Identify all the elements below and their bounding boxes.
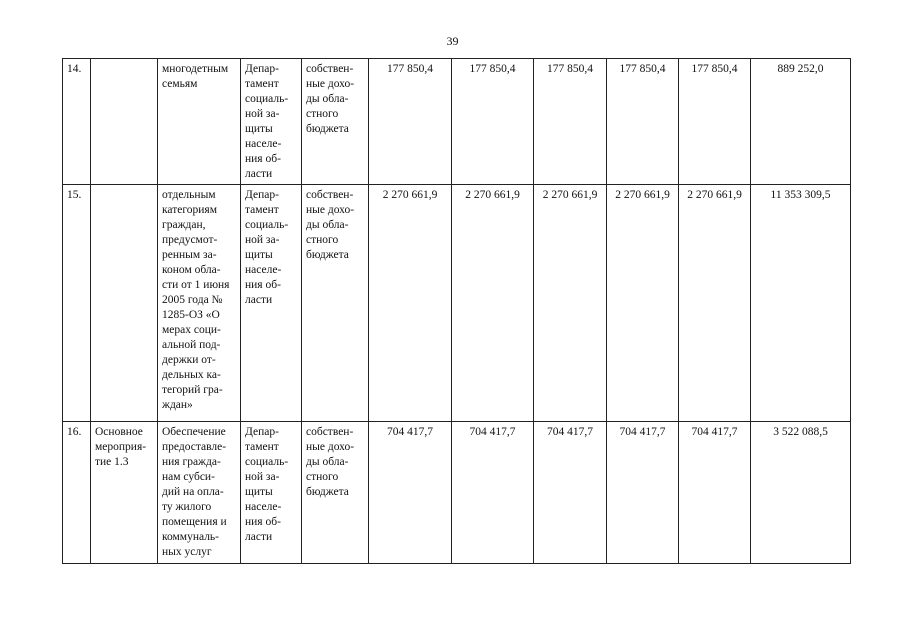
budget-table: [62, 58, 851, 564]
funding-source-cell: собствен- ные дохо- ды обла- стного бюджета: [302, 185, 369, 422]
event-cell: [91, 185, 158, 422]
value-cell: 704 417,7: [679, 422, 751, 564]
funding-source-cell: собствен- ные дохо- ды обла- стного бюджета: [302, 422, 369, 564]
table-row: [63, 185, 851, 422]
executor-cell: Депар- тамент социаль- ной за- щиты населе- ния об- ласти: [241, 185, 302, 422]
row-number: 14.: [63, 59, 91, 185]
value-cell: 177 850,4: [679, 59, 751, 185]
value-cell: 177 850,4: [607, 59, 679, 185]
row-number: 15.: [63, 185, 91, 422]
value-cell: 2 270 661,9: [452, 185, 534, 422]
page-number: 39: [446, 34, 459, 48]
executor-cell: Депар- тамент социаль- ной за- щиты населе- ния об- ласти: [241, 422, 302, 564]
value-cell: 704 417,7: [534, 422, 607, 564]
value-cell: 177 850,4: [452, 59, 534, 185]
value-cell: 177 850,4: [534, 59, 607, 185]
event-cell: Основное мероприя- тие 1.3: [91, 422, 158, 564]
total-cell: 889 252,0: [751, 59, 851, 185]
total-cell: 3 522 088,5: [751, 422, 851, 564]
description-cell: многодетным семьям: [158, 59, 241, 185]
value-cell: 704 417,7: [369, 422, 452, 564]
value-cell: 2 270 661,9: [369, 185, 452, 422]
total-cell: 11 353 309,5: [751, 185, 851, 422]
value-cell: 2 270 661,9: [607, 185, 679, 422]
row-number: 16.: [63, 422, 91, 564]
value-cell: 177 850,4: [369, 59, 452, 185]
event-cell: [91, 59, 158, 185]
description-cell: отдельным категориям граждан, предусмот- ренным за- коном обла- сти от 1 июня 2005 года № 1285-ОЗ «О мерах соци- альной под- держки от- дельных ка- тегорий гра- ждан»: [158, 185, 241, 422]
value-cell: 704 417,7: [607, 422, 679, 564]
table-row: [63, 59, 851, 185]
funding-source-cell: собствен- ные дохо- ды обла- стного бюджета: [302, 59, 369, 185]
executor-cell: Депар- тамент социаль- ной за- щиты населе- ния об- ласти: [241, 59, 302, 185]
value-cell: 704 417,7: [452, 422, 534, 564]
value-cell: 2 270 661,9: [534, 185, 607, 422]
value-cell: 2 270 661,9: [679, 185, 751, 422]
description-cell: Обеспечение предоставле- ния гражда- нам субси- дий на опла- ту жилого помещения и коммуналь- ных услуг: [158, 422, 241, 564]
table-row: [63, 422, 851, 564]
